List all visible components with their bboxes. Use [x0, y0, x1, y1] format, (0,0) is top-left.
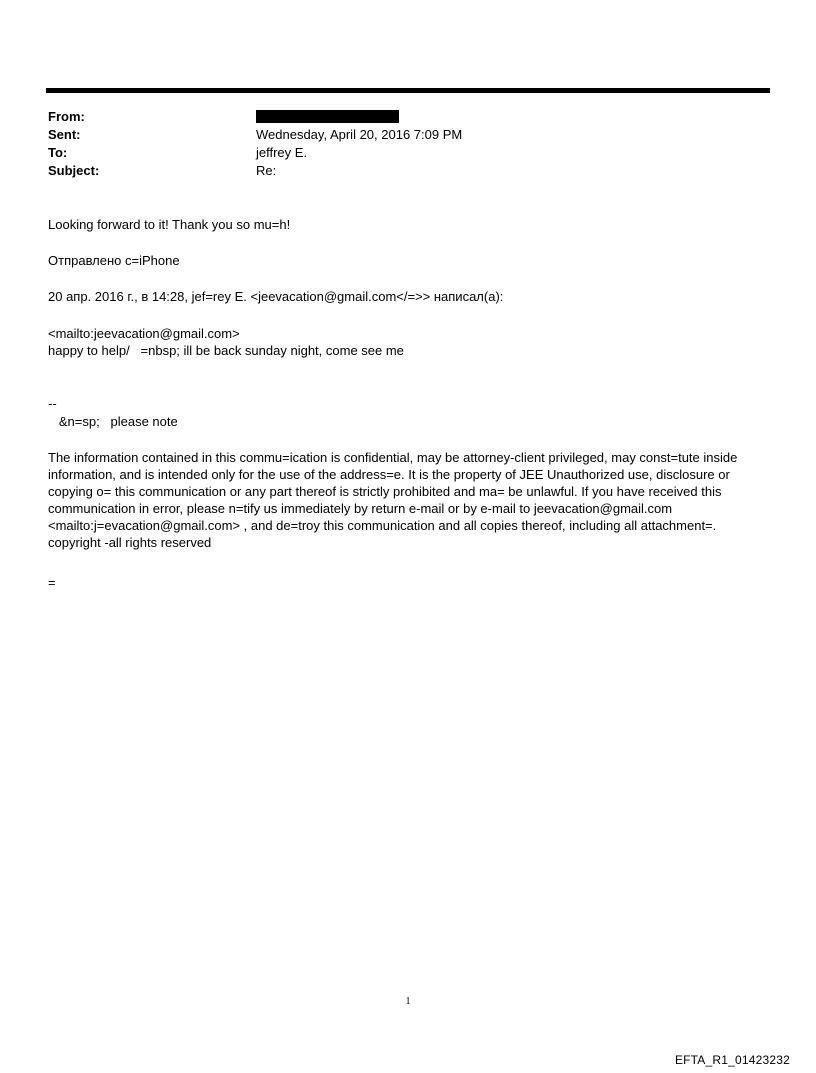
from-label: From:	[48, 109, 85, 124]
header-divider	[46, 88, 770, 93]
quoted-header-line: 20 апр. 2016 г., в 14:28, jef=rey E. <jeevacation@gmail.com</=>> написал(а):	[48, 289, 504, 304]
from-row	[48, 108, 748, 126]
quoted-message-line: happy to help/ =nbsp; ill be back sunday night, come see me	[48, 343, 404, 358]
to-row	[48, 144, 748, 162]
redaction-block	[256, 110, 399, 123]
sent-label: Sent:	[48, 127, 81, 142]
sent-row	[48, 126, 748, 144]
document-id: EFTA_R1_01423232	[674, 1053, 790, 1067]
end-mark: =	[48, 575, 56, 590]
page-number: 1	[405, 996, 411, 1007]
to-value: jeffrey E.	[256, 145, 308, 160]
email-header	[48, 108, 748, 180]
signature-note: &n=sp; please note	[48, 414, 178, 429]
confidentiality-disclaimer: The information contained in this commu=ication is confidential, may be attorney-client privileged, may const=tute inside information, and is intended only for the use of the address=e. It is the property of JEE Unauthorized use, disclosure or copying o= this communication or any part thereof is strictly prohibited and ma= be unlawful. If you have received this communication in error, please n=tify us immediately by return e-mail or by e-mail to jeevacation@gmail.com <mailto:j=evacation@gmail.com> , and de=troy this communication and all copies thereof, including all attachment=. copyright -all rights reserved	[48, 450, 741, 550]
message-line-thanks: Looking forward to it! Thank you so mu=h!	[48, 217, 291, 232]
from-value	[256, 108, 748, 126]
subject-row	[48, 162, 748, 180]
sent-value: Wednesday, April 20, 2016 7:09 PM	[256, 127, 463, 142]
signature-dashes: --	[48, 396, 57, 411]
subject-value: Re:	[256, 163, 277, 178]
subject-label: Subject:	[48, 163, 100, 178]
quoted-mailto-line: <mailto:jeevacation@gmail.com>	[48, 326, 240, 341]
message-line-sent-from: Отправлено с=iPhone	[48, 253, 180, 268]
to-label: To:	[48, 145, 68, 160]
